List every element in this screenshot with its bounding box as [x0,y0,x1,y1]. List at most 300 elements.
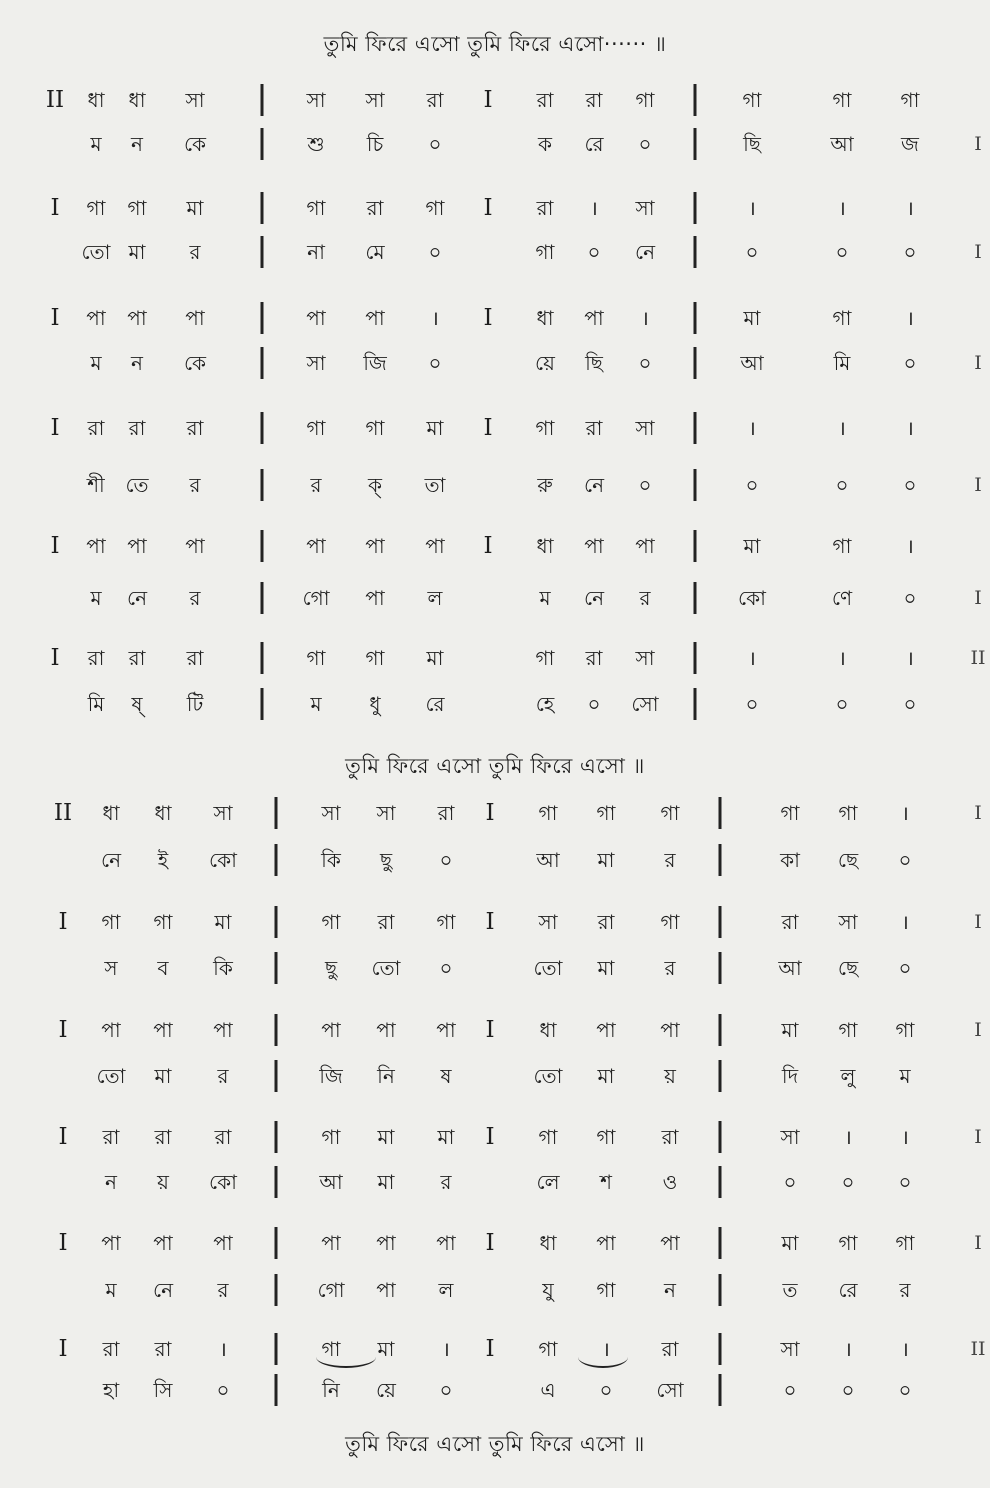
swara-note: । [838,646,846,670]
lyric-syllable: ন [664,1278,676,1302]
lyric-syllable: ন [131,351,143,375]
swara-note: রা [426,88,444,112]
lyric-syllable: গো [302,586,330,610]
beat-divider [261,469,264,501]
lyric-syllable: শু [307,132,325,156]
lyric-syllable: য় [157,1170,169,1194]
lyric-syllable: য় [664,1064,676,1088]
lyric-syllable: ০ [638,132,652,156]
lyric-syllable: ক [538,132,552,156]
lyric-syllable: গা [596,1278,616,1302]
swara-row [0,188,990,228]
lyric-syllable: তে [125,473,149,497]
lyric-syllable: ০ [638,473,652,497]
lyric-syllable: নে [583,586,605,610]
mid-barline: I [485,1230,495,1256]
swara-note: রা [87,416,105,440]
swara-note: গা [838,1231,858,1255]
lyric-syllable: ছি [743,132,761,156]
swara-note: রা [102,1337,120,1361]
beat-divider [719,1060,722,1092]
lyric-syllable: র [664,848,676,872]
swara-note: । [844,1337,852,1361]
lyric-syllable: সো [656,1378,684,1402]
mid-barline: I [483,87,493,113]
swara-note: ধা [536,306,554,330]
beat-divider [719,1121,722,1153]
swara-note: গা [895,1018,915,1042]
beat-divider [261,128,264,160]
lyric-syllable: নে [634,240,656,264]
swara-note: মা [781,1018,799,1042]
swara-note: সা [376,801,396,825]
lyric-syllable: ছি [585,351,603,375]
lyric-syllable: সি [153,1378,173,1402]
beat-divider [275,1060,278,1092]
swara-note: । [838,416,846,440]
beat-divider [719,1227,722,1259]
swara-note: পা [596,1231,616,1255]
swara-note: । [590,196,598,220]
lyric-syllable: ত [782,1278,798,1302]
swara-note: রা [128,646,146,670]
lyric-syllable: ল [438,1278,454,1302]
swara-note: পা [365,534,385,558]
swara-note: সা [635,196,655,220]
lyric-syllable: মা [597,848,615,872]
swara-note: গা [436,910,456,934]
lyric-syllable: স [104,956,118,980]
lyric-row [0,684,990,724]
lyric-syllable: ০ [216,1378,230,1402]
lyric-syllable: য়ে [376,1378,396,1402]
swara-note: । [906,196,914,220]
mid-barline: I [483,195,493,221]
swara-note: পা [584,306,604,330]
beat-divider [261,530,264,562]
beat-divider [694,192,697,224]
swara-note: গা [596,801,616,825]
swara-note: পা [436,1231,456,1255]
start-barline: I [50,415,60,441]
lyric-syllable: ০ [638,351,652,375]
swara-row [0,1223,990,1263]
beat-divider [694,412,697,444]
lyric-syllable: র [899,1278,911,1302]
lyric-syllable: ০ [841,1378,855,1402]
lyric-syllable: ০ [835,473,849,497]
swara-note: রা [661,1125,679,1149]
lyric-syllable: পা [365,586,385,610]
swara-note: সা [780,1337,800,1361]
lyric-syllable: তো [96,1064,126,1088]
lyric-syllable: শী [87,473,105,497]
lyric-syllable: ০ [587,240,601,264]
swara-note: । [901,910,909,934]
lyric-syllable: তো [371,956,401,980]
beat-divider [275,1374,278,1406]
lyric-syllable: ০ [898,1378,912,1402]
swara-note: রা [128,416,146,440]
swara-note: গা [900,88,920,112]
swara-note: সা [365,88,385,112]
swara-note: পা [185,306,205,330]
lyric-syllable: ০ [903,586,917,610]
swara-note: পা [376,1018,396,1042]
beat-divider [261,302,264,334]
lyric-syllable: কি [321,848,341,872]
mid-barline: I [483,533,493,559]
swara-note: ধা [539,1018,557,1042]
beat-divider [694,469,697,501]
mid-barline: I [483,415,493,441]
lyric-syllable: ষ [440,1064,452,1088]
end-barline: I [974,352,982,374]
swara-note: । [844,1125,852,1149]
swara-row [0,902,990,942]
swara-note: গা [101,910,121,934]
start-barline: I [58,1336,68,1362]
lyric-syllable: ০ [841,1170,855,1194]
lyric-syllable: ০ [428,240,442,264]
lyric-syllable: নে [100,848,122,872]
swara-note: রা [437,801,455,825]
lyric-syllable: সা [306,351,326,375]
end-barline: I [974,1232,982,1254]
lyric-syllable: মে [365,240,385,264]
lyric-syllable: মি [833,351,851,375]
end-barline: I [974,802,982,824]
swara-note: পা [86,306,106,330]
swara-note: সা [321,801,341,825]
lyric-syllable: ম [90,132,102,156]
lyric-syllable: জি [319,1064,343,1088]
swara-note: মা [377,1125,395,1149]
lyric-syllable: ০ [835,692,849,716]
lyric-syllable: মা [128,240,146,264]
beat-divider [719,1333,722,1365]
swara-note: ধা [536,534,554,558]
start-barline: I [50,645,60,671]
swara-row [0,80,990,120]
swara-row [0,1329,990,1369]
beat-divider [275,952,278,984]
swara-note: । [442,1337,450,1361]
swara-note: গা [838,1018,858,1042]
end-barline: I [974,133,982,155]
swara-row [0,298,990,338]
lyric-syllable: ০ [898,956,912,980]
swara-note: । [901,1125,909,1149]
lyric-syllable: কো [209,1170,237,1194]
beat-divider [261,412,264,444]
beat-divider [275,797,278,829]
swara-note: রা [536,196,554,220]
beat-divider [694,530,697,562]
swara-note: রা [366,196,384,220]
swara-row [0,526,990,566]
swara-row [0,638,990,678]
lyric-syllable: মা [597,956,615,980]
lyric-syllable: তো [533,956,563,980]
start-barline: I [50,305,60,331]
swara-note: । [901,801,909,825]
swara-note: গা [425,196,445,220]
lyric-syllable: ০ [903,351,917,375]
mid-barline: I [485,1124,495,1150]
swara-note: পা [321,1231,341,1255]
lyric-syllable: র [189,586,201,610]
lyric-syllable: ন [131,132,143,156]
swara-note: মা [186,196,204,220]
start-barline: II [53,800,73,826]
lyric-syllable: র [310,473,322,497]
swara-note: রা [597,910,615,934]
lyric-syllable: মি [87,692,105,716]
lyric-syllable: য়ে [535,351,555,375]
lyric-syllable: ০ [745,240,759,264]
swara-note: মা [426,416,444,440]
beat-divider [719,1014,722,1046]
lyric-row [0,1162,990,1202]
swara-note: গা [86,196,106,220]
beat-divider [719,797,722,829]
end-barline: I [974,587,982,609]
beat-divider [275,1274,278,1306]
refrain-heading-2: তুমি ফিরে এসো তুমি ফিরে এসো ॥ [345,754,645,778]
lyric-syllable: টি [186,692,204,716]
swara-note: পা [101,1018,121,1042]
swara-note: মা [437,1125,455,1149]
beat-divider [275,1166,278,1198]
lyric-syllable: ল [427,586,443,610]
lyric-row [0,1370,990,1410]
end-barline: I [974,1019,982,1041]
swara-note: ধা [539,1231,557,1255]
lyric-syllable: ম [105,1278,117,1302]
lyric-row [0,343,990,383]
lyric-syllable: আ [778,956,802,980]
lyric-syllable: গা [535,240,555,264]
swara-note: রা [154,1125,172,1149]
lyric-syllable: চি [366,132,384,156]
lyric-syllable: তো [81,240,111,264]
swara-note: পা [86,534,106,558]
beat-divider [261,236,264,268]
swara-note: গা [538,801,558,825]
lyric-syllable: হে [535,692,555,716]
lyric-syllable: দি [781,1064,799,1088]
beat-divider [694,347,697,379]
lyric-syllable: ০ [898,1170,912,1194]
lyric-syllable: ম [310,692,322,716]
lyric-syllable: জি [363,351,387,375]
beat-divider [694,236,697,268]
lyric-syllable: র [664,956,676,980]
lyric-syllable: লু [840,1064,856,1088]
swara-note: সা [538,910,558,934]
lyric-syllable: মা [154,1064,172,1088]
lyric-syllable: ০ [587,692,601,716]
swara-note: রা [154,1337,172,1361]
lyric-syllable: র [639,586,651,610]
swara-note: পা [596,1018,616,1042]
mid-barline: I [483,305,493,331]
start-barline: I [50,195,60,221]
lyric-syllable: র [217,1064,229,1088]
lyric-syllable: আ [830,132,854,156]
swara-note: রা [377,910,395,934]
start-barline: I [58,1230,68,1256]
lyric-syllable: ০ [783,1170,797,1194]
beat-divider [694,582,697,614]
swara-note: গা [596,1125,616,1149]
swara-note: রা [585,646,603,670]
lyric-syllable: ছু [324,956,338,980]
swara-note: সা [780,1125,800,1149]
lyric-syllable: আ [740,351,764,375]
lyric-syllable: আ [536,848,560,872]
mid-barline: I [485,1017,495,1043]
lyric-syllable: ০ [903,473,917,497]
beat-divider [694,128,697,160]
lyric-syllable: নে [126,586,148,610]
swara-note: সা [185,88,205,112]
swara-note: । [219,1337,227,1361]
swara-note: । [906,534,914,558]
swara-row [0,1117,990,1157]
lyric-syllable: ০ [428,132,442,156]
beat-divider [275,1227,278,1259]
lyric-syllable: ০ [439,848,453,872]
swara-note: ধা [128,88,146,112]
lyric-syllable: সো [631,692,659,716]
lyric-syllable: ম [539,586,551,610]
lyric-syllable: কা [780,848,800,872]
lyric-syllable: ষ্ [131,692,143,716]
lyric-syllable: জ [901,132,919,156]
swara-note: রা [536,88,554,112]
swara-note: । [906,646,914,670]
lyric-syllable: ছে [837,848,859,872]
swara-note: গা [153,910,173,934]
end-barline: I [974,1126,982,1148]
beat-divider [694,688,697,720]
swara-note: । [748,196,756,220]
lyric-row [0,1056,990,1096]
lyric-syllable: ই [157,848,169,872]
lyric-syllable: ছে [837,956,859,980]
lyric-syllable: নি [322,1378,340,1402]
swara-note: । [901,1337,909,1361]
swara-note: পা [153,1018,173,1042]
start-barline: I [58,909,68,935]
swara-note: গা [832,534,852,558]
lyric-row [0,465,990,505]
start-barline: I [50,533,60,559]
lyric-syllable: লে [536,1170,560,1194]
swara-note: । [641,306,649,330]
swara-note: মা [743,306,761,330]
swara-note: পা [127,534,147,558]
lyric-syllable: ০ [439,1378,453,1402]
lyric-syllable: গো [317,1278,345,1302]
swara-note: পা [153,1231,173,1255]
lyric-syllable: র [217,1278,229,1302]
end-barline: I [974,911,982,933]
swara-note: গা [895,1231,915,1255]
swara-note: গা [538,1125,558,1149]
beat-divider [719,844,722,876]
mid-barline: I [485,800,495,826]
lyric-syllable: ০ [428,351,442,375]
swara-note: পা [425,534,445,558]
beat-divider [275,1333,278,1365]
swara-note: গা [306,196,326,220]
beat-divider [719,1374,722,1406]
end-barline: II [970,1338,986,1360]
swara-note: পা [306,534,326,558]
lyric-row [0,840,990,880]
lyric-syllable: এ [540,1378,556,1402]
lyric-syllable: ম [90,351,102,375]
beat-divider [694,84,697,116]
refrain-heading-3: তুমি ফিরে এসো তুমি ফিরে এসো ॥ [345,1432,645,1456]
lyric-syllable: ০ [745,473,759,497]
lyric-syllable: নে [583,473,605,497]
beat-divider [261,347,264,379]
swara-note: রা [186,416,204,440]
lyric-syllable: নি [377,1064,395,1088]
start-barline: II [45,87,65,113]
lyric-syllable: মা [597,1064,615,1088]
swara-note: সা [635,416,655,440]
swara-note: ধা [154,801,172,825]
lyric-syllable: ০ [835,240,849,264]
beat-divider [261,582,264,614]
swara-note: গা [365,416,385,440]
beat-divider [719,952,722,984]
lyric-syllable: রু [537,473,553,497]
lyric-row [0,124,990,164]
mid-barline: I [485,1336,495,1362]
swara-note: মা [743,534,761,558]
swara-row [0,408,990,448]
lyric-syllable: তা [424,473,446,497]
swara-note: রা [585,416,603,440]
swara-note: গা [660,801,680,825]
swara-note: রা [781,910,799,934]
lyric-row [0,232,990,272]
swara-note: গা [780,801,800,825]
beat-divider [275,1121,278,1153]
beat-divider [719,906,722,938]
swara-note: পা [635,534,655,558]
lyric-syllable: ০ [898,848,912,872]
swara-note: । [748,416,756,440]
swara-note: রা [102,1125,120,1149]
lyric-syllable: ছু [379,848,393,872]
swara-note: । [906,416,914,440]
swara-note: গা [635,88,655,112]
beat-divider [275,844,278,876]
lyric-row [0,578,990,618]
lyric-syllable: মা [377,1170,395,1194]
swara-note: মা [214,910,232,934]
lyric-syllable: ০ [903,240,917,264]
start-barline: I [58,1124,68,1150]
swara-note: মা [426,646,444,670]
